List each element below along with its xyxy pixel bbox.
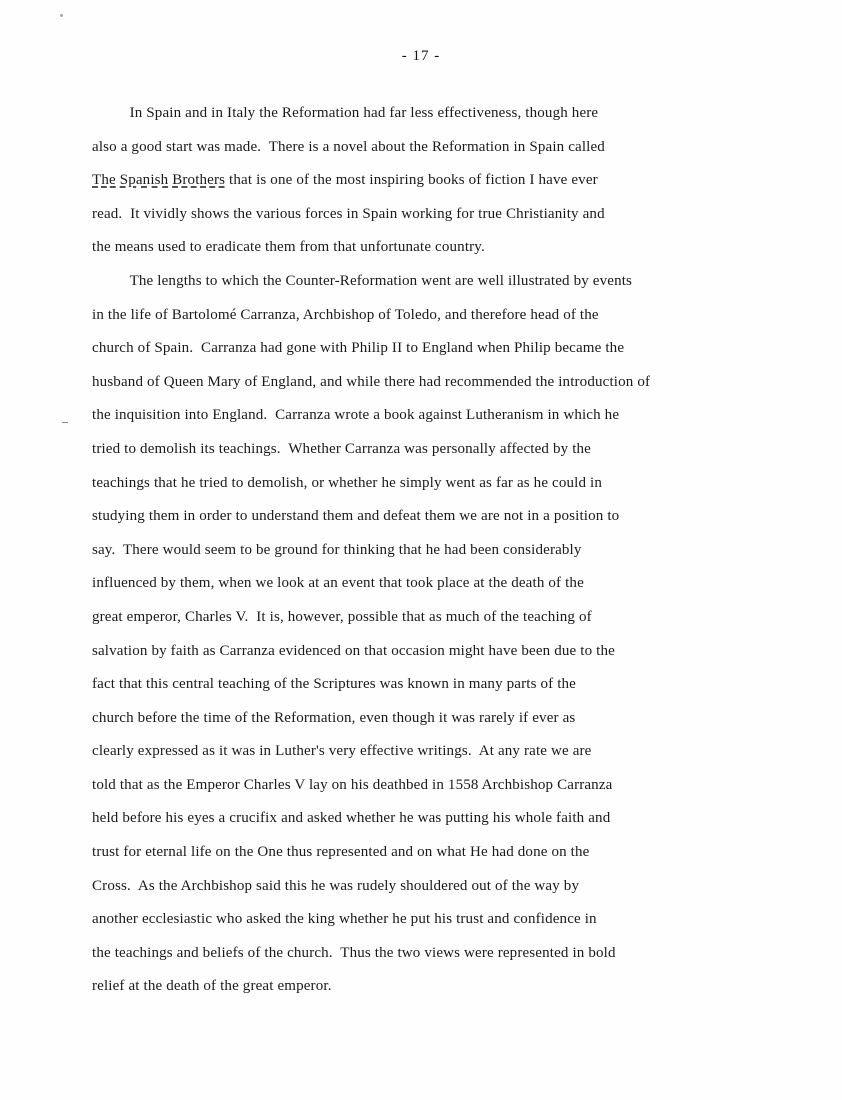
book-title-word: The (92, 171, 116, 189)
text-line: husband of Queen Mary of England, and while there had recommended the introduction of (92, 372, 651, 390)
text-line: another ecclesiastic who asked the king whether he put his trust and confidence in (92, 910, 597, 928)
text-line: fact that this central teaching of the Scriptures was known in many parts of the (92, 675, 576, 693)
text-line: held before his eyes a crucifix and asked whether he was putting his whole faith and (92, 809, 611, 827)
paragraph (92, 96, 812, 264)
text-line: In Spain and in Italy the Reformation had far less effectiveness, though here (129, 104, 599, 121)
text-line: the teachings and beliefs of the church. Thus the two views were represented in bold (92, 943, 616, 961)
body-text (92, 96, 812, 1003)
page-number: - 17 - (401, 48, 441, 64)
text-line: say. There would seem to be ground for thinking that he had been considerably (92, 540, 582, 558)
text-line: the means used to eradicate them from that unfortunate country. (92, 238, 485, 256)
text-line (92, 163, 804, 197)
text-line: Cross. As the Archbishop said this he was rudely shouldered out of the way by (92, 876, 580, 894)
text-line: teachings that he tried to demolish, or whether he simply went as far as he could in (92, 473, 603, 491)
text-line: told that as the Emperor Charles V lay on his deathbed in 1558 Archbishop Carranza (92, 775, 613, 793)
text-line: salvation by faith as Carranza evidenced on that occasion might have been due to the (92, 641, 615, 659)
text-line: great emperor, Charles V. It is, however, possible that as much of the teaching of (92, 607, 592, 625)
text-line: in the life of Bartolomé Carranza, Archbishop of Toledo, and therefore head of the (92, 305, 599, 323)
margin-mark (62, 422, 68, 423)
text-line: also a good start was made. There is a novel about the Reformation in Spain called (92, 137, 605, 155)
text-line: studying them in order to understand them and defeat them we are not in a position to (92, 507, 620, 525)
text-line: church before the time of the Reformation, even though it was rarely if ever as (92, 708, 576, 726)
book-title-word: Spanish (119, 171, 169, 189)
text-line: tried to demolish its teachings. Whether Carranza was personally affected by the (92, 439, 591, 457)
book-title-word: Brothers (172, 171, 226, 189)
text-line: The lengths to which the Counter-Reformation went are well illustrated by events (129, 271, 633, 289)
text-line: church of Spain. Carranza had gone with Philip II to England when Philip became the (92, 339, 625, 357)
text-line: clearly expressed as it was in Luther's very effective writings. At any rate we are (92, 742, 592, 760)
text-span: that is one of the most inspiring books of fiction I have ever (225, 171, 598, 189)
paragraph (92, 264, 812, 1003)
scan-speck (60, 14, 63, 17)
text-line: trust for eternal life on the One thus represented and on what He had done on the (92, 843, 590, 861)
text-line: relief at the death of the great emperor. (92, 977, 332, 995)
text-line: influenced by them, when we look at an event that took place at the death of the (92, 574, 584, 592)
text-line: the inquisition into England. Carranza wrote a book against Lutheranism in which he (92, 406, 620, 424)
text-line: read. It vividly shows the various forces in Spain working for true Christianity and (92, 204, 605, 222)
